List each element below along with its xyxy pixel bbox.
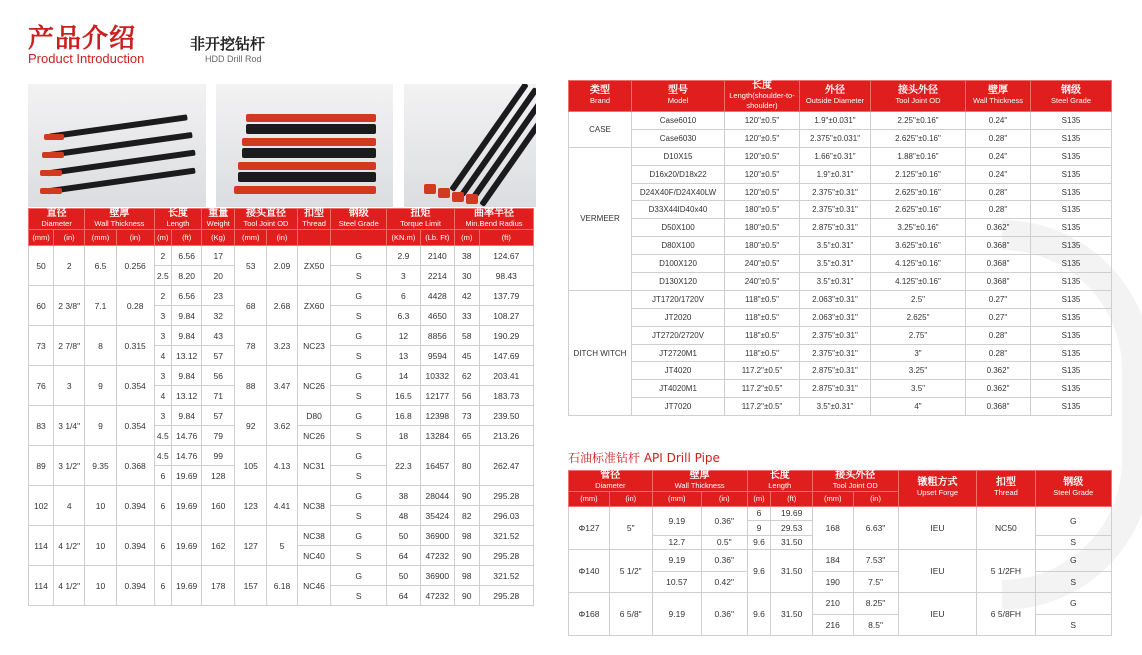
table-row: D100X120 240"±0.5" 3.5"±0.31" 4.125"±0.16" 0.368" S135 bbox=[569, 255, 1112, 273]
table-row: 76 3 9 0.354 3 9.84 56 88 3.47 NC26 G 14 10332 62 203.41 bbox=[29, 366, 534, 386]
table-row: 114 4 1/2" 10 0.394 6 19.69 178 157 6.18 NC46 G 50 36900 98 321.52 bbox=[29, 566, 534, 586]
table-row: JT4020 117.2"±0.5" 2.875"±0.31" 3.25" 0.362" S135 bbox=[569, 362, 1112, 380]
table-row: Φ168 6 5/8" 9.19 0.36" 9.6 31.50 210 8.25" IEU 6 5/8FH G bbox=[569, 593, 1112, 615]
table-row: D50X100 180"±0.5" 2.875"±0.31" 3.25"±0.16" 0.362" S135 bbox=[569, 219, 1112, 237]
table-row: 50 2 6.5 0.256 2 6.56 17 53 2.09 ZX50 G 2.9 2140 38 124.67 bbox=[29, 246, 534, 266]
table-row: 3 9.84 32 S 6.3 4650 33 108.27 bbox=[29, 306, 534, 326]
table-row: S 48 35424 82 296.03 bbox=[29, 506, 534, 526]
table-row: 4 13.12 57 S 13 9594 45 147.69 bbox=[29, 346, 534, 366]
hdd-rod-spec-table: 直径 Diameter 壁厚 Wall Thickness 长度 Length 重量 Weight 接头直径 Tool Joint OD 扣型 Thread 钢级 Steel Grade 扭矩 Torque Limit 曲率半径 Min.Bend Radius (mm) (in) (mm) (in) (m) (ft) (Kg) (mm) (in) (KN.m) (Lb. Ft) (m) (ft) 50 2 6.5 0.256 2 6.56 17 53 2.09 ZX50 G 2.9 2140 38 124.67 2.5 8.20 20 S 3 2214 30 98.43 60 2 3/8" 7.1 0.28 2 6.56 23 68 2.68 ZX60 G 6 4428 42 137.79 3 9.84 32 S 6.3 4650 33 108.27 73 2 7/8" 8 0.315 3 9.84 43 78 3.23 NC23 G 12 8856 58 190.29 4 13.12 57 S 13 9594 45 147.69 76 3 9 0.354 3 9.84 56 88 3.47 NC26 G 14 10332 62 203.41 4 13.12 71 S 16.5 12177 56 183.73 83 3 1/4" 9 0.354 3 9.84 57 92 3.62 D80 G 16.8 12398 73 239.50 4.5 14.76 79 NC26 S 18 13284 65 213.26 89 3 1/2" 9.35 0.368 4.5 14.76 99 105 4.13 NC31 G 22.3 16457 80 262.47 6 19.69 128 S 102 4 10 0.394 6 19.69 160 123 4.41 NC38 G 38 28044 90 295.28 S 48 35424 82 296.03 114 4 1/2" 10 0.394 6 19.69 162 127 5 NC38 G 50 36900 98 321.52 NC40 S 64 47232 90 295.28 114 4 1/2" 10 0.394 6 19.69 178 157 6.18 NC46 G 50 36900 98 321.52 S 64 47232 90 295.28 bbox=[28, 208, 534, 606]
table-row: 2.5 8.20 20 S 3 2214 30 98.43 bbox=[29, 266, 534, 286]
table-row: D24X40F/D24X40LW 120"±0.5" 2.375"±0.31" 2.625"±0.16" 0.28" S135 bbox=[569, 183, 1112, 201]
table-row: NC40 S 64 47232 90 295.28 bbox=[29, 546, 534, 566]
table-row: JT2020 118"±0.5" 2.063"±0.31" 2.625" 0.27" S135 bbox=[569, 308, 1112, 326]
table-row: 6 19.69 128 S bbox=[29, 466, 534, 486]
page-title-en: Product Introduction bbox=[28, 51, 145, 66]
table-row: Φ140 5 1/2" 9.19 0.36" 9.6 31.50 184 7.53" IEU 5 1/2FH G bbox=[569, 550, 1112, 572]
table-row: D33X44ID40x40 180"±0.5" 2.375"±0.31" 2.625"±0.16" 0.28" S135 bbox=[569, 201, 1112, 219]
brand-cell: DITCH WITCH bbox=[569, 290, 632, 415]
section-subtitle: 非开挖钻杆 bbox=[190, 35, 266, 53]
table-row: 89 3 1/2" 9.35 0.368 4.5 14.76 99 105 4.13 NC31 G 22.3 16457 80 262.47 bbox=[29, 446, 534, 466]
table-row: 216 8.5" S bbox=[569, 614, 1112, 636]
table-row: CASE Case6010 120"±0.5" 1.9"±0.031" 2.25"±0.16" 0.24" S135 bbox=[569, 112, 1112, 130]
product-photo-1 bbox=[28, 84, 206, 207]
table-row: S 64 47232 90 295.28 bbox=[29, 586, 534, 606]
table-row: 10.57 0.42" 190 7.5" S bbox=[569, 571, 1112, 593]
brand-rod-table: 类型 Brand 型号 Model 长度 Length(shoulder-to-shoulder) 外径 Outside Diameter 接头外径 Tool Joint OD 壁厚 Wall Thickness 钢级 Steel Grade CASE Case6010 120"±0.5" 1.9"±0.031" 2.25"±0.16" 0.24" S135 Case6030 120"±0.5" 2.375"±0.031" 2.625"±0.16" 0.28" S135 VERMEER D10X15 120"±0.5" 1.66"±0.31" 1.88"±0.16" 0.24" S135 D16x20/D18x22 120"±0.5" 1.9"±0.31" 2.125"±0.16" 0.24" S135 D24X40F/D24X40LW 120"±0.5" 2.375"±0.31" 2.625"±0.16" 0.28" S135 D33X44ID40x40 180"±0.5" 2.375"±0.31" 2.625"±0.16" 0.28" S135 D50X100 180"±0.5" 2.875"±0.31" 3.25"±0.16" 0.362" S135 D80X100 180"±0.5" 3.5"±0.31" 3.625"±0.16" 0.368" S135 D100X120 240"±0.5" 3.5"±0.31" 4.125"±0.16" 0.368" S135 D130X120 240"±0.5" 3.5"±0.31" 4.125"±0.16" 0.368" S135 DITCH WITCH JT1720/1720V 118"±0.5" 2.063"±0.31" 2.5" 0.27" S135 JT2020 118"±0.5" 2.063"±0.31" 2.625" 0.27" S135 JT2720/2720V 118"±0.5" 2.375"±0.31" 2.75" 0.28" S135 JT2720M1 118"±0.5" 2.375"±0.31" 3" 0.28" S135 JT4020 117.2"±0.5" 2.875"±0.31" 3.25" 0.362" S135 JT4020M1 117.2"±0.5" 2.875"±0.31" 3.5" 0.362" S135 JT7020 117.2"±0.5" 3.5"±0.31" 4" 0.368" S135 bbox=[568, 80, 1112, 416]
page-title: 产品介绍 bbox=[28, 24, 137, 54]
table-row: Φ127 5" 9.19 0.36" 6 19.69 168 6.63" IEU NC50 G bbox=[569, 506, 1112, 521]
table-row: JT2720M1 118"±0.5" 2.375"±0.31" 3" 0.28" S135 bbox=[569, 344, 1112, 362]
table-row: D130X120 240"±0.5" 3.5"±0.31" 4.125"±0.16" 0.368" S135 bbox=[569, 273, 1112, 291]
table-row: 114 4 1/2" 10 0.394 6 19.69 162 127 5 NC38 G 50 36900 98 321.52 bbox=[29, 526, 534, 546]
api-section-title: 石油标准钻杆 API Drill Pipe bbox=[568, 451, 720, 465]
table-row: 73 2 7/8" 8 0.315 3 9.84 43 78 3.23 NC23 G 12 8856 58 190.29 bbox=[29, 326, 534, 346]
table-row: 4.5 14.76 79 NC26 S 18 13284 65 213.26 bbox=[29, 426, 534, 446]
table-row: Case6030 120"±0.5" 2.375"±0.031" 2.625"±0.16" 0.28" S135 bbox=[569, 129, 1112, 147]
table-row: D16x20/D18x22 120"±0.5" 1.9"±0.31" 2.125"±0.16" 0.24" S135 bbox=[569, 165, 1112, 183]
brand-cell: VERMEER bbox=[569, 147, 632, 290]
table-row: DITCH WITCH JT1720/1720V 118"±0.5" 2.063"±0.31" 2.5" 0.27" S135 bbox=[569, 290, 1112, 308]
table-row: 9 29.53 bbox=[569, 521, 1112, 536]
table-row: D80X100 180"±0.5" 3.5"±0.31" 3.625"±0.16" 0.368" S135 bbox=[569, 237, 1112, 255]
brand-cell: CASE bbox=[569, 112, 632, 148]
table-row: 4 13.12 71 S 16.5 12177 56 183.73 bbox=[29, 386, 534, 406]
table-row: 60 2 3/8" 7.1 0.28 2 6.56 23 68 2.68 ZX60 G 6 4428 42 137.79 bbox=[29, 286, 534, 306]
product-photo-2 bbox=[216, 84, 393, 207]
table-row: 83 3 1/4" 9 0.354 3 9.84 57 92 3.62 D80 G 16.8 12398 73 239.50 bbox=[29, 406, 534, 426]
table-row: JT2720/2720V 118"±0.5" 2.375"±0.31" 2.75" 0.28" S135 bbox=[569, 326, 1112, 344]
section-subtitle-en: HDD Drill Rod bbox=[205, 54, 262, 64]
table-row: JT7020 117.2"±0.5" 3.5"±0.31" 4" 0.368" S135 bbox=[569, 398, 1112, 416]
table-row: VERMEER D10X15 120"±0.5" 1.66"±0.31" 1.88"±0.16" 0.24" S135 bbox=[569, 147, 1112, 165]
table-row: JT4020M1 117.2"±0.5" 2.875"±0.31" 3.5" 0.362" S135 bbox=[569, 380, 1112, 398]
product-photo-3 bbox=[404, 84, 536, 207]
api-drill-pipe-table: 管径 Diameter 壁厚 Wall Thickness 长度 Length 接头外径 Tool Joint OD 镦粗方式 Upset Forge 扣型 Thread 钢级 Steel Grade (mm) (in) (mm) (in) (m) (ft) (mm) (in) Φ127 5" 9.19 0.36" 6 19.69 168 6.63" IEU NC50 G 9 29.53 12.7 0.5" 9.6 31.50 S Φ140 5 1/2" 9.19 0.36" 9.6 31.50 184 7.53" IEU 5 1/2FH G 10.57 0.42" 190 7.5" S Φ168 6 5/8" 9.19 0.36" 9.6 31.50 210 8.25" IEU 6 5/8FH G 216 8.5" S bbox=[568, 470, 1112, 636]
table-row: 102 4 10 0.394 6 19.69 160 123 4.41 NC38 G 38 28044 90 295.28 bbox=[29, 486, 534, 506]
